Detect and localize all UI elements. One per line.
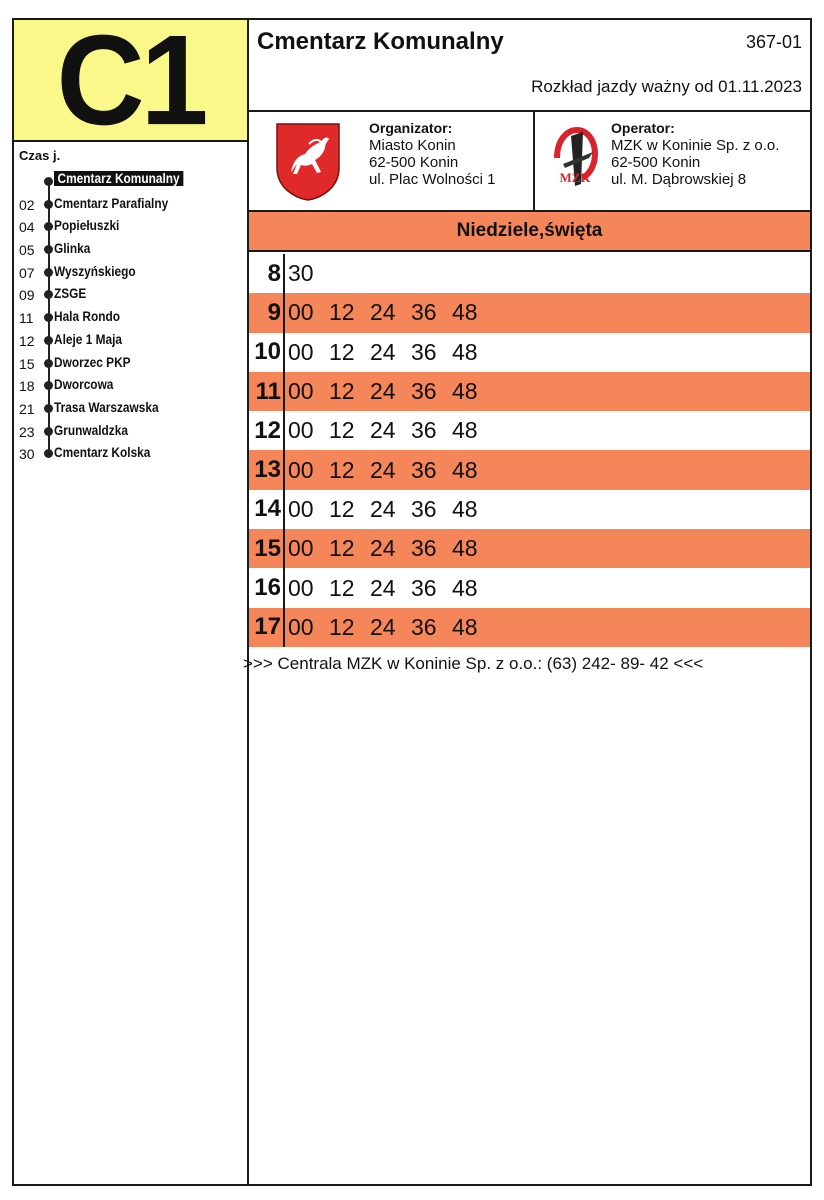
stop-item <box>14 329 249 352</box>
departure-minute: 00 <box>288 299 314 326</box>
departure-minute: 48 <box>452 495 478 522</box>
hour-cell: 10 <box>254 338 281 366</box>
stop-travel-minutes: 02 <box>19 196 35 213</box>
stop-item <box>14 238 249 261</box>
stop-travel-minutes: 07 <box>19 264 35 281</box>
stop-travel-minutes: 21 <box>19 400 35 417</box>
organizer-line: Miasto Konin <box>369 137 456 154</box>
operator-label: Operator: <box>611 120 675 136</box>
hour-row <box>249 490 810 529</box>
stop-name: Cmentarz Kolska <box>54 445 151 461</box>
departure-minute: 00 <box>288 495 314 522</box>
departure-minute: 24 <box>370 378 396 405</box>
minutes-cell <box>288 417 493 444</box>
stop-name: Popiełuszki <box>54 218 120 234</box>
stop-dot-icon <box>44 336 53 345</box>
header <box>249 20 810 112</box>
stop-name: Aleje 1 Maja <box>54 331 123 347</box>
stop-dot-icon <box>44 290 53 299</box>
minutes-cell <box>288 299 493 326</box>
departure-minute: 36 <box>411 574 437 601</box>
stop-item <box>14 374 249 397</box>
hour-separator <box>283 411 285 450</box>
departure-minute: 24 <box>370 574 396 601</box>
hour-separator <box>283 254 285 293</box>
stop-item <box>14 442 249 465</box>
departure-minute: 12 <box>329 417 355 444</box>
mzk-logo-icon <box>549 124 601 194</box>
minutes-cell <box>288 339 493 366</box>
stop-dot-icon <box>44 268 53 277</box>
valid-from: Rozkład jazdy ważny od 01.11.2023 <box>531 77 802 96</box>
stop-travel-minutes: 09 <box>19 287 35 304</box>
organizer-label: Organizator: <box>369 120 453 136</box>
stop-dot-icon <box>44 245 53 254</box>
stop-dot-icon <box>44 359 53 368</box>
departure-minute: 48 <box>452 613 478 640</box>
stop-name: Dworcowa <box>54 377 114 393</box>
minutes-cell <box>288 457 493 484</box>
minutes-cell <box>288 575 493 602</box>
stop-item <box>14 397 249 420</box>
hour-cell: 14 <box>254 495 281 523</box>
departure-minute: 48 <box>452 299 478 326</box>
minutes-cell <box>288 535 493 562</box>
hour-separator <box>283 372 285 411</box>
stop-list <box>14 170 249 465</box>
minutes-cell <box>288 378 493 405</box>
hour-separator <box>283 568 285 607</box>
departure-minute: 24 <box>370 495 396 522</box>
hour-row <box>249 372 810 411</box>
stop-name: Hala Rondo <box>54 309 121 325</box>
hour-cell: 16 <box>254 574 281 602</box>
departure-minute: 48 <box>452 535 478 562</box>
stop-dot-icon <box>44 381 53 390</box>
hour-cell: 11 <box>255 377 281 405</box>
departure-minute: 36 <box>411 378 437 405</box>
operator-line: MZK w Koninie Sp. z o.o. <box>611 137 780 154</box>
departure-minute: 00 <box>288 338 314 365</box>
stop-dot-icon <box>44 404 53 413</box>
departure-minute: 12 <box>329 495 355 522</box>
stop-name: Glinka <box>54 241 91 257</box>
organizer-line: 62-500 Konin <box>369 154 459 171</box>
departure-minute: 12 <box>329 378 355 405</box>
departure-minute: 48 <box>452 456 478 483</box>
stop-dot-icon <box>44 222 53 231</box>
stop-dot-icon <box>44 427 53 436</box>
stop-dot-icon <box>44 449 53 458</box>
minutes-cell <box>288 260 329 287</box>
line-number-badge <box>14 8 249 152</box>
info-panel <box>249 112 810 210</box>
departure-minute: 12 <box>329 299 355 326</box>
stop-item <box>14 261 249 284</box>
departure-minute: 30 <box>288 260 314 287</box>
departure-minute: 00 <box>288 456 314 483</box>
stop-travel-minutes: 05 <box>19 242 35 259</box>
departure-minute: 24 <box>370 338 396 365</box>
hour-row <box>249 529 810 568</box>
day-type-label: Niedziele,święta <box>456 220 603 241</box>
departure-minute: 00 <box>288 613 314 640</box>
operator-line: ul. M. Dąbrowskiej 8 <box>611 171 747 188</box>
current-stop-name: Cmentarz Komunalny <box>54 171 183 186</box>
stop-name: Wyszyńskiego <box>54 263 136 279</box>
hour-row <box>249 333 810 372</box>
departure-minute: 36 <box>411 299 437 326</box>
stop-dot-icon <box>44 313 53 322</box>
stop-travel-minutes: 12 <box>19 332 35 349</box>
hour-separator <box>283 608 285 647</box>
hour-cell: 12 <box>254 416 281 444</box>
departure-minute: 24 <box>370 456 396 483</box>
operator-line: 62-500 Konin <box>611 154 701 171</box>
stop-travel-minutes: 15 <box>19 355 35 372</box>
hour-row <box>249 254 810 293</box>
hour-row <box>249 293 810 332</box>
hour-cell: 17 <box>254 613 281 641</box>
hour-row <box>249 450 810 489</box>
stop-item <box>14 352 249 375</box>
departure-minute: 12 <box>329 338 355 365</box>
departure-minute: 12 <box>329 574 355 601</box>
departure-minute: 24 <box>370 417 396 444</box>
departure-minute: 36 <box>411 417 437 444</box>
stop-item <box>14 420 249 443</box>
departure-minute: 12 <box>329 456 355 483</box>
minutes-cell <box>288 614 493 641</box>
departure-minute: 24 <box>370 535 396 562</box>
stop-dot-icon <box>44 177 53 186</box>
departure-minute: 36 <box>411 613 437 640</box>
departure-minute: 48 <box>452 378 478 405</box>
departure-minute: 00 <box>288 417 314 444</box>
footer-contact: >>> Centrala MZK w Koninie Sp. z o.o.: (63) 242- 89- 42 <<< <box>243 654 704 673</box>
stop-name: Grunwaldzka <box>54 422 128 438</box>
stop-travel-minutes: 04 <box>19 219 35 236</box>
stop-travel-minutes: 11 <box>19 310 34 327</box>
departure-minute: 00 <box>288 574 314 601</box>
stop-item <box>14 170 249 193</box>
stop-travel-minutes: 23 <box>19 423 35 440</box>
day-type-bar <box>249 210 810 252</box>
route-column <box>14 142 249 1184</box>
organizer-line: ul. Plac Wolności 1 <box>369 171 496 188</box>
stop-code: 367-01 <box>745 32 802 52</box>
stop-item <box>14 215 249 238</box>
departure-table <box>249 254 810 647</box>
departure-minute: 00 <box>288 378 314 405</box>
hour-cell: 8 <box>267 259 281 287</box>
departure-minute: 12 <box>329 613 355 640</box>
stop-name: Trasa Warszawska <box>54 399 159 415</box>
hour-separator <box>283 490 285 529</box>
minutes-cell <box>288 496 493 523</box>
departure-minute: 24 <box>370 613 396 640</box>
stop-item <box>14 193 249 216</box>
stop-name: Dworzec PKP <box>54 354 131 370</box>
hour-separator <box>283 450 285 489</box>
hour-separator <box>283 529 285 568</box>
line-number: C1 <box>56 8 205 152</box>
hour-row <box>249 608 810 647</box>
departure-minute: 12 <box>329 535 355 562</box>
departure-minute: 00 <box>288 535 314 562</box>
departure-minute: 36 <box>411 338 437 365</box>
stop-travel-minutes: 30 <box>19 446 35 463</box>
stop-item <box>14 283 249 306</box>
timetable-sheet <box>12 8 812 1186</box>
organizer-box <box>249 112 535 210</box>
departure-minute: 24 <box>370 299 396 326</box>
stop-name: ZSGE <box>54 286 87 302</box>
departure-minute: 36 <box>411 456 437 483</box>
departure-minute: 36 <box>411 535 437 562</box>
hour-cell: 9 <box>267 298 281 326</box>
hour-separator <box>283 293 285 332</box>
konin-crest-icon <box>275 122 341 202</box>
hour-row <box>249 568 810 607</box>
stop-title: Cmentarz Komunalny <box>257 28 504 55</box>
stop-travel-minutes: 18 <box>19 378 35 395</box>
travel-time-label: Czas j. <box>19 148 61 163</box>
hour-separator <box>283 333 285 372</box>
stop-dot-icon <box>44 200 53 209</box>
hour-row <box>249 411 810 450</box>
mzk-logo-text: MZK <box>559 170 591 185</box>
hour-cell: 15 <box>254 534 281 562</box>
operator-box <box>535 112 810 210</box>
stop-name: Cmentarz Parafialny <box>54 195 169 211</box>
departure-minute: 48 <box>452 417 478 444</box>
departure-minute: 48 <box>452 574 478 601</box>
departure-minute: 36 <box>411 495 437 522</box>
stop-item <box>14 306 249 329</box>
departure-minute: 48 <box>452 338 478 365</box>
hour-cell: 13 <box>254 456 281 484</box>
